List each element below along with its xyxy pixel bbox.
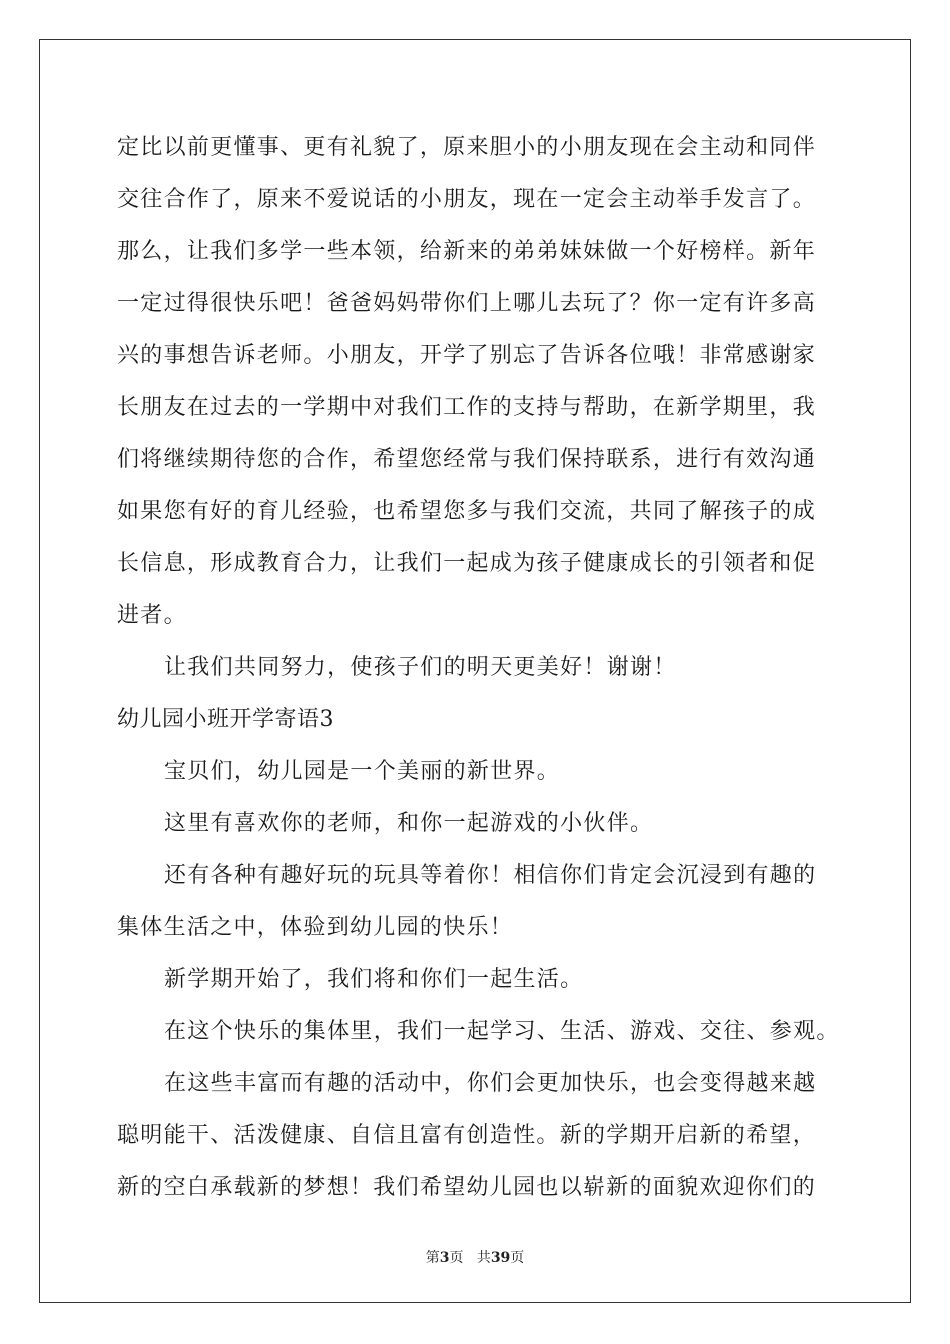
paragraph-line: 在这个快乐的集体里，我们一起学习、生活、游戏、交往、参观。 [164,1019,840,1044]
paragraph-line: 进者。 [117,603,187,628]
paragraph-line: 们将继续期待您的合作，希望您经常与我们保持联系，进行有效沟通 [117,447,817,472]
paragraph-line: 交往合作了，原来不爱说话的小朋友，现在一定会主动举手发言了。 [117,187,817,212]
paragraph-line: 宝贝们，幼儿园是一个美丽的新世界。 [164,759,561,784]
paragraph-line: 一定过得很快乐吧！爸爸妈妈带你们上哪儿去玩了？你一定有许多高 [117,291,817,316]
page-unit: 页 [449,1250,464,1266]
paragraph-line: 长信息，形成教育合力，让我们一起成为孩子健康成长的引领者和促 [117,551,817,576]
paragraph-line: 这里有喜欢你的老师，和你一起游戏的小伙伴。 [164,811,654,836]
paragraph-line: 定比以前更懂事、更有礼貌了，原来胆小的小朋友现在会主动和同伴 [117,135,817,160]
paragraph-line: 在这些丰富而有趣的活动中，你们会更加快乐，也会变得越来越 [164,1071,817,1096]
paragraph-line: 聪明能干、活泼健康、自信且富有创造性。新的学期开启新的希望， [117,1123,817,1148]
paragraph-line: 新学期开始了，我们将和你们一起生活。 [164,967,584,992]
paragraph-line: 新的空白承载新的梦想！我们希望幼儿园也以崭新的面貌欢迎你们的 [117,1175,817,1200]
current-page-number: 3 [439,1250,450,1266]
document-body [117,128,840,1220]
paragraph-line: 那么，让我们多学一些本领，给新来的弟弟妹妹做一个好榜样。新年 [117,239,817,264]
section-heading: 幼儿园小班开学寄语3 [117,707,334,732]
paragraph-line: 让我们共同努力，使孩子们的明天更美好！谢谢！ [164,655,677,680]
total-page-count: 39 [490,1250,511,1266]
total-unit: 页 [510,1250,525,1266]
total-prefix: 共 [476,1250,491,1266]
paragraph-line: 集体生活之中，体验到幼儿园的快乐！ [117,915,514,940]
paragraph-line: 长朋友在过去的一学期中对我们工作的支持与帮助，在新学期里，我 [117,395,817,420]
paragraph-line: 还有各种有趣好玩的玩具等着你！相信你们肯定会沉浸到有趣的 [164,863,817,888]
paragraph-line: 兴的事想告诉老师。小朋友，开学了别忘了告诉各位哦！非常感谢家 [117,343,817,368]
page-footer [0,1247,950,1267]
page-prefix: 第 [425,1250,440,1266]
paragraph-line: 如果您有好的育儿经验，也希望您多与我们交流，共同了解孩子的成 [117,499,817,524]
